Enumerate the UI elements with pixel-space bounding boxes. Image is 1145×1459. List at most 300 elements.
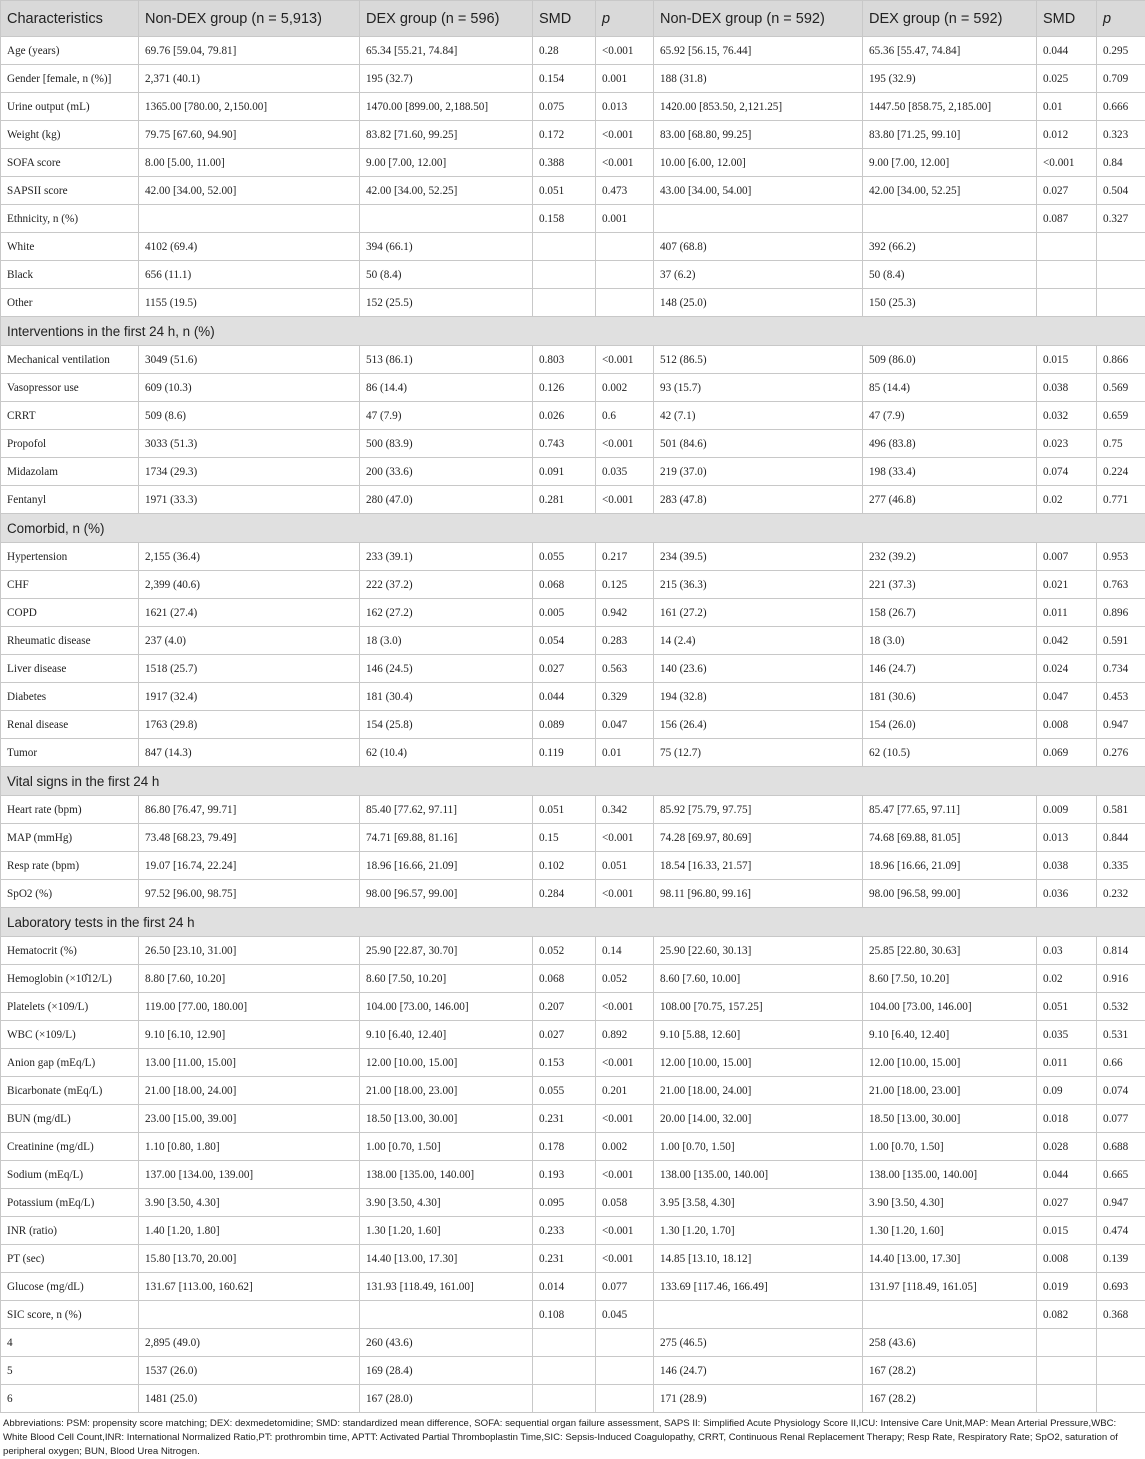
- table-cell: 392 (66.2): [863, 233, 1037, 261]
- table-cell: 0.002: [596, 1133, 654, 1161]
- table-row: [1, 93, 1145, 121]
- table-cell: 0.368: [1097, 1301, 1145, 1329]
- table-cell: 83.80 [71.25, 99.10]: [863, 121, 1037, 149]
- section-row: [1, 767, 1145, 796]
- table-cell: 0.803: [533, 346, 596, 374]
- table-cell: 0.75: [1097, 430, 1145, 458]
- table-cell: 195 (32.9): [863, 65, 1037, 93]
- table-cell: [596, 261, 654, 289]
- table-cell: 1.10 [0.80, 1.80]: [139, 1133, 360, 1161]
- table-cell: 3.90 [3.50, 4.30]: [360, 1189, 533, 1217]
- row-label-cell: Black: [1, 261, 139, 289]
- table-row: [1, 599, 1145, 627]
- row-label-cell: Age (years): [1, 37, 139, 65]
- table-row: [1, 261, 1145, 289]
- table-cell: [1037, 233, 1097, 261]
- table-cell: 85.40 [77.62, 97.11]: [360, 796, 533, 824]
- table-cell: 62 (10.4): [360, 739, 533, 767]
- row-label-cell: SpO2 (%): [1, 880, 139, 908]
- table-cell: 0.947: [1097, 711, 1145, 739]
- table-cell: 0.027: [533, 1021, 596, 1049]
- row-label-cell: Heart rate (bpm): [1, 796, 139, 824]
- table-cell: <0.001: [596, 149, 654, 177]
- table-cell: <0.001: [596, 1217, 654, 1245]
- row-label-cell: Weight (kg): [1, 121, 139, 149]
- table-row: [1, 1273, 1145, 1301]
- table-cell: <0.001: [596, 880, 654, 908]
- table-cell: 181 (30.6): [863, 683, 1037, 711]
- table-cell: 609 (10.3): [139, 374, 360, 402]
- row-label-cell: Glucose (mg/dL): [1, 1273, 139, 1301]
- row-label-cell: Mechanical ventilation: [1, 346, 139, 374]
- table-cell: 1365.00 [780.00, 2,150.00]: [139, 93, 360, 121]
- header-smd-pre: SMD: [533, 1, 596, 37]
- table-cell: 0.032: [1037, 402, 1097, 430]
- table-cell: 0.023: [1037, 430, 1097, 458]
- table-row: [1, 1329, 1145, 1357]
- table-cell: 0.569: [1097, 374, 1145, 402]
- table-cell: 0.844: [1097, 824, 1145, 852]
- table-cell: 200 (33.6): [360, 458, 533, 486]
- table-cell: [1097, 261, 1145, 289]
- table-cell: 0.474: [1097, 1217, 1145, 1245]
- table-cell: 0.473: [596, 177, 654, 205]
- table-cell: 9.10 [6.40, 12.40]: [360, 1021, 533, 1049]
- table-cell: [596, 1357, 654, 1385]
- table-cell: <0.001: [596, 430, 654, 458]
- table-cell: <0.001: [596, 37, 654, 65]
- table-row: [1, 852, 1145, 880]
- table-cell: 93 (15.7): [654, 374, 863, 402]
- section-row: [1, 908, 1145, 937]
- row-label-cell: COPD: [1, 599, 139, 627]
- table-cell: 167 (28.2): [863, 1385, 1037, 1413]
- table-cell: 108.00 [70.75, 157.25]: [654, 993, 863, 1021]
- table-cell: <0.001: [596, 1245, 654, 1273]
- section-label: Interventions in the first 24 h, n (%): [1, 317, 1145, 346]
- table-cell: 98.11 [96.80, 99.16]: [654, 880, 863, 908]
- table-cell: 0.021: [1037, 571, 1097, 599]
- table-cell: [1037, 261, 1097, 289]
- table-cell: 260 (43.6): [360, 1329, 533, 1357]
- table-cell: 0.388: [533, 149, 596, 177]
- table-cell: 98.00 [96.57, 99.00]: [360, 880, 533, 908]
- table-cell: 0.866: [1097, 346, 1145, 374]
- row-label-cell: Rheumatic disease: [1, 627, 139, 655]
- row-label-cell: CHF: [1, 571, 139, 599]
- table-cell: 0.6: [596, 402, 654, 430]
- table-cell: 1.40 [1.20, 1.80]: [139, 1217, 360, 1245]
- table-cell: 10.00 [6.00, 12.00]: [654, 149, 863, 177]
- table-row: [1, 1385, 1145, 1413]
- table-row: [1, 205, 1145, 233]
- table-cell: <0.001: [596, 1105, 654, 1133]
- table-cell: 83.82 [71.60, 99.25]: [360, 121, 533, 149]
- table-cell: 0.047: [596, 711, 654, 739]
- table-cell: 21.00 [18.00, 24.00]: [139, 1077, 360, 1105]
- table-cell: 0.125: [596, 571, 654, 599]
- table-cell: 1155 (19.5): [139, 289, 360, 317]
- table-row: [1, 739, 1145, 767]
- row-label-cell: Gender [female, n (%)]: [1, 65, 139, 93]
- table-cell: 1.00 [0.70, 1.50]: [863, 1133, 1037, 1161]
- table-cell: 21.00 [18.00, 24.00]: [654, 1077, 863, 1105]
- table-cell: 1.00 [0.70, 1.50]: [360, 1133, 533, 1161]
- header-smd-post: SMD: [1037, 1, 1097, 37]
- row-label-cell: Urine output (mL): [1, 93, 139, 121]
- table-cell: 0.284: [533, 880, 596, 908]
- table-row: [1, 824, 1145, 852]
- table-cell: 133.69 [117.46, 166.49]: [654, 1273, 863, 1301]
- table-cell: 167 (28.2): [863, 1357, 1037, 1385]
- table-row: [1, 374, 1145, 402]
- table-cell: 0.051: [533, 796, 596, 824]
- table-cell: 500 (83.9): [360, 430, 533, 458]
- table-cell: 37 (6.2): [654, 261, 863, 289]
- table-cell: 12.00 [10.00, 15.00]: [863, 1049, 1037, 1077]
- table-row: [1, 121, 1145, 149]
- table-cell: 65.36 [55.47, 74.84]: [863, 37, 1037, 65]
- table-cell: 0.688: [1097, 1133, 1145, 1161]
- table-cell: 75 (12.7): [654, 739, 863, 767]
- table-row: [1, 1133, 1145, 1161]
- table-cell: 0.027: [533, 655, 596, 683]
- table-cell: 18.50 [13.00, 30.00]: [863, 1105, 1037, 1133]
- table-row: [1, 937, 1145, 965]
- table-cell: 0.087: [1037, 205, 1097, 233]
- table-cell: 0.734: [1097, 655, 1145, 683]
- table-cell: [1097, 1357, 1145, 1385]
- row-label-cell: Midazolam: [1, 458, 139, 486]
- table-cell: 0.089: [533, 711, 596, 739]
- table-cell: 26.50 [23.10, 31.00]: [139, 937, 360, 965]
- table-cell: [1037, 1329, 1097, 1357]
- table-cell: 0.581: [1097, 796, 1145, 824]
- table-cell: 0.068: [533, 571, 596, 599]
- table-cell: 1734 (29.3): [139, 458, 360, 486]
- row-label-cell: White: [1, 233, 139, 261]
- table-cell: 0.005: [533, 599, 596, 627]
- table-cell: 656 (11.1): [139, 261, 360, 289]
- table-row: [1, 655, 1145, 683]
- table-cell: 0.025: [1037, 65, 1097, 93]
- table-cell: [596, 289, 654, 317]
- table-cell: <0.001: [596, 121, 654, 149]
- row-label-cell: Anion gap (mEq/L): [1, 1049, 139, 1077]
- table-cell: [863, 205, 1037, 233]
- table-cell: 8.60 [7.60, 10.00]: [654, 965, 863, 993]
- table-row: [1, 1077, 1145, 1105]
- table-cell: 509 (86.0): [863, 346, 1037, 374]
- table-cell: [1037, 1357, 1097, 1385]
- table-row: [1, 1105, 1145, 1133]
- row-label-cell: Potassium (mEq/L): [1, 1189, 139, 1217]
- table-cell: 18 (3.0): [360, 627, 533, 655]
- section-label: Comorbid, n (%): [1, 514, 1145, 543]
- table-row: [1, 1217, 1145, 1245]
- table-cell: 0.002: [596, 374, 654, 402]
- table-cell: 0.563: [596, 655, 654, 683]
- table-row: [1, 149, 1145, 177]
- table-cell: 1621 (27.4): [139, 599, 360, 627]
- table-cell: 0.028: [1037, 1133, 1097, 1161]
- table-cell: <0.001: [596, 1049, 654, 1077]
- table-cell: 0.035: [1037, 1021, 1097, 1049]
- table-cell: [533, 1385, 596, 1413]
- table-cell: 509 (8.6): [139, 402, 360, 430]
- table-cell: 0.082: [1037, 1301, 1097, 1329]
- table-cell: 42.00 [34.00, 52.25]: [863, 177, 1037, 205]
- table-row: [1, 965, 1145, 993]
- table-cell: 0.295: [1097, 37, 1145, 65]
- table-cell: 0.207: [533, 993, 596, 1021]
- table-cell: [139, 1301, 360, 1329]
- table-cell: 0.074: [1097, 1077, 1145, 1105]
- table-cell: 158 (26.7): [863, 599, 1037, 627]
- table-cell: 232 (39.2): [863, 543, 1037, 571]
- table-row: [1, 1189, 1145, 1217]
- table-cell: 1.00 [0.70, 1.50]: [654, 1133, 863, 1161]
- table-cell: 1.30 [1.20, 1.60]: [863, 1217, 1037, 1245]
- table-row: [1, 402, 1145, 430]
- table-cell: 0.283: [596, 627, 654, 655]
- table-cell: 394 (66.1): [360, 233, 533, 261]
- table-row: [1, 289, 1145, 317]
- row-label-cell: Propofol: [1, 430, 139, 458]
- table-cell: [533, 1329, 596, 1357]
- table-cell: 0.02: [1037, 965, 1097, 993]
- table-cell: [596, 233, 654, 261]
- table-cell: 74.71 [69.88, 81.16]: [360, 824, 533, 852]
- table-cell: 85.92 [75.79, 97.75]: [654, 796, 863, 824]
- table-row: [1, 571, 1145, 599]
- table-body: [1, 37, 1145, 1413]
- table-cell: 0.024: [1037, 655, 1097, 683]
- table-cell: 0.281: [533, 486, 596, 514]
- row-label-cell: 6: [1, 1385, 139, 1413]
- table-cell: 188 (31.8): [654, 65, 863, 93]
- table-cell: 20.00 [14.00, 32.00]: [654, 1105, 863, 1133]
- table-row: [1, 1301, 1145, 1329]
- table-row: [1, 1049, 1145, 1077]
- table-cell: 9.10 [6.10, 12.90]: [139, 1021, 360, 1049]
- row-label-cell: Sodium (mEq/L): [1, 1161, 139, 1189]
- table-cell: 0.027: [1037, 1189, 1097, 1217]
- table-cell: 0.591: [1097, 627, 1145, 655]
- table-cell: 146 (24.7): [863, 655, 1037, 683]
- table-cell: 69.76 [59.04, 79.81]: [139, 37, 360, 65]
- table-cell: <0.001: [596, 1161, 654, 1189]
- table-cell: 83.00 [68.80, 99.25]: [654, 121, 863, 149]
- table-cell: 0.532: [1097, 993, 1145, 1021]
- table-cell: 0.014: [533, 1273, 596, 1301]
- row-label-cell: Renal disease: [1, 711, 139, 739]
- table-cell: 18 (3.0): [863, 627, 1037, 655]
- table-cell: 2,399 (40.6): [139, 571, 360, 599]
- table-cell: 0.217: [596, 543, 654, 571]
- table-row: [1, 796, 1145, 824]
- table-cell: 161 (27.2): [654, 599, 863, 627]
- table-cell: 0.154: [533, 65, 596, 93]
- table-cell: 154 (26.0): [863, 711, 1037, 739]
- table-cell: 222 (37.2): [360, 571, 533, 599]
- row-label-cell: WBC (×109/L): [1, 1021, 139, 1049]
- table-cell: 0.038: [1037, 374, 1097, 402]
- table-cell: 0.84: [1097, 149, 1145, 177]
- row-label-cell: MAP (mmHg): [1, 824, 139, 852]
- table-cell: 194 (32.8): [654, 683, 863, 711]
- row-label-cell: PT (sec): [1, 1245, 139, 1273]
- table-cell: 3.95 [3.58, 4.30]: [654, 1189, 863, 1217]
- table-cell: 50 (8.4): [360, 261, 533, 289]
- table-cell: 0.044: [1037, 1161, 1097, 1189]
- table-cell: [1097, 1329, 1145, 1357]
- table-cell: 0.201: [596, 1077, 654, 1105]
- table-cell: 156 (26.4): [654, 711, 863, 739]
- table-cell: 19.07 [16.74, 22.24]: [139, 852, 360, 880]
- table-cell: 86 (14.4): [360, 374, 533, 402]
- row-label-cell: Hypertension: [1, 543, 139, 571]
- row-label-cell: Bicarbonate (mEq/L): [1, 1077, 139, 1105]
- table-cell: 501 (84.6): [654, 430, 863, 458]
- table-cell: 2,371 (40.1): [139, 65, 360, 93]
- table-cell: 12.00 [10.00, 15.00]: [654, 1049, 863, 1077]
- table-cell: 104.00 [73.00, 146.00]: [360, 993, 533, 1021]
- table-cell: 0.126: [533, 374, 596, 402]
- table-cell: 0.018: [1037, 1105, 1097, 1133]
- table-cell: 0.942: [596, 599, 654, 627]
- table-cell: 0.068: [533, 965, 596, 993]
- header-non-dex-post: Non-DEX group (n = 592): [654, 1, 863, 37]
- table-cell: 140 (23.6): [654, 655, 863, 683]
- table-cell: 195 (32.7): [360, 65, 533, 93]
- table-cell: 0.342: [596, 796, 654, 824]
- table-row: [1, 1161, 1145, 1189]
- table-cell: 0.504: [1097, 177, 1145, 205]
- table-cell: 1.30 [1.20, 1.70]: [654, 1217, 863, 1245]
- table-row: [1, 430, 1145, 458]
- table-cell: 138.00 [135.00, 140.00]: [360, 1161, 533, 1189]
- table-cell: 152 (25.5): [360, 289, 533, 317]
- table-cell: 146 (24.7): [654, 1357, 863, 1385]
- table-cell: 0.038: [1037, 852, 1097, 880]
- table-cell: <0.001: [596, 486, 654, 514]
- table-cell: 0.15: [533, 824, 596, 852]
- table-cell: 3033 (51.3): [139, 430, 360, 458]
- table-cell: [533, 261, 596, 289]
- table-cell: 50 (8.4): [863, 261, 1037, 289]
- table-cell: 8.00 [5.00, 11.00]: [139, 149, 360, 177]
- table-cell: 0.108: [533, 1301, 596, 1329]
- table-cell: 62 (10.5): [863, 739, 1037, 767]
- table-cell: 277 (46.8): [863, 486, 1037, 514]
- table-cell: 221 (37.3): [863, 571, 1037, 599]
- table-cell: 0.055: [533, 1077, 596, 1105]
- table-cell: 0.052: [596, 965, 654, 993]
- table-cell: 0.335: [1097, 852, 1145, 880]
- table-cell: [533, 233, 596, 261]
- row-label-cell: Diabetes: [1, 683, 139, 711]
- table-cell: 1763 (29.8): [139, 711, 360, 739]
- table-cell: 0.231: [533, 1245, 596, 1273]
- table-cell: 12.00 [10.00, 15.00]: [360, 1049, 533, 1077]
- table-row: [1, 683, 1145, 711]
- table-cell: 8.60 [7.50, 10.20]: [360, 965, 533, 993]
- table-cell: 0.665: [1097, 1161, 1145, 1189]
- table-cell: [1097, 289, 1145, 317]
- table-cell: 0.531: [1097, 1021, 1145, 1049]
- row-label-cell: Resp rate (bpm): [1, 852, 139, 880]
- table-cell: 0.069: [1037, 739, 1097, 767]
- table-cell: 0.323: [1097, 121, 1145, 149]
- table-cell: 283 (47.8): [654, 486, 863, 514]
- table-cell: [1037, 1385, 1097, 1413]
- table-cell: 0.102: [533, 852, 596, 880]
- table-cell: 9.10 [5.88, 12.60]: [654, 1021, 863, 1049]
- table-cell: 86.80 [76.47, 99.71]: [139, 796, 360, 824]
- table-cell: [654, 1301, 863, 1329]
- table-cell: 25.85 [22.80, 30.63]: [863, 937, 1037, 965]
- table-cell: 85.47 [77.65, 97.11]: [863, 796, 1037, 824]
- table-cell: 0.013: [596, 93, 654, 121]
- table-cell: 0.03: [1037, 937, 1097, 965]
- row-label-cell: Fentanyl: [1, 486, 139, 514]
- table-cell: 73.48 [68.23, 79.49]: [139, 824, 360, 852]
- header-p-pre: p: [596, 1, 654, 37]
- table-cell: 0.007: [1037, 543, 1097, 571]
- row-label-cell: CRRT: [1, 402, 139, 430]
- table-cell: 131.97 [118.49, 161.05]: [863, 1273, 1037, 1301]
- table-row: [1, 543, 1145, 571]
- table-cell: 8.80 [7.60, 10.20]: [139, 965, 360, 993]
- table-cell: 0.892: [596, 1021, 654, 1049]
- table-cell: 18.96 [16.66, 21.09]: [360, 852, 533, 880]
- row-label-cell: Vasopressor use: [1, 374, 139, 402]
- table-cell: 0.045: [596, 1301, 654, 1329]
- table-cell: 14.40 [13.00, 17.30]: [863, 1245, 1037, 1273]
- table-cell: 0.026: [533, 402, 596, 430]
- table-cell: 47 (7.9): [863, 402, 1037, 430]
- table-cell: 25.90 [22.87, 30.70]: [360, 937, 533, 965]
- table-cell: 47 (7.9): [360, 402, 533, 430]
- table-footnote: Abbreviations: PSM: propensity score matching; DEX: dexmedetomidine; SMD: standardized mean difference, SOFA: sequential organ failure assessment, SAPS II: Simplified Acute Physiology Score II,ICU: Intensive Care Unit,MAP: Mean Arterial Pressure,WBC: White Blood Cell Count,INR: International Normalized Ratio,PT: prothrombin time, APTT: Activated Partial Thromboplastin Time,SIC: Sepsis-Induced Coagulopathy, CRRT, Continuous Renal Replacement Therapy; Resp Rate, Respiratory Rate; SpO2, saturation of peripheral oxygen; BUN, Blood Urea Nitrogen.: [0, 1413, 1145, 1459]
- table-cell: 0.011: [1037, 1049, 1097, 1077]
- table-cell: 0.051: [1037, 993, 1097, 1021]
- row-label-cell: 4: [1, 1329, 139, 1357]
- table-cell: 14 (2.4): [654, 627, 863, 655]
- table-cell: 0.14: [596, 937, 654, 965]
- row-label-cell: BUN (mg/dL): [1, 1105, 139, 1133]
- table-cell: 1537 (26.0): [139, 1357, 360, 1385]
- table-cell: 0.896: [1097, 599, 1145, 627]
- table-cell: 0.01: [596, 739, 654, 767]
- table-cell: [139, 205, 360, 233]
- table-cell: 215 (36.3): [654, 571, 863, 599]
- table-cell: 0.232: [1097, 880, 1145, 908]
- table-cell: [596, 1329, 654, 1357]
- table-cell: 23.00 [15.00, 39.00]: [139, 1105, 360, 1133]
- table-cell: 42.00 [34.00, 52.25]: [360, 177, 533, 205]
- table-row: [1, 37, 1145, 65]
- table-cell: 0.953: [1097, 543, 1145, 571]
- table-cell: [1097, 233, 1145, 261]
- table-row: [1, 458, 1145, 486]
- table-cell: 0.814: [1097, 937, 1145, 965]
- table-row: [1, 1245, 1145, 1273]
- table-cell: 0.075: [533, 93, 596, 121]
- table-cell: 1.30 [1.20, 1.60]: [360, 1217, 533, 1245]
- table-cell: [596, 1385, 654, 1413]
